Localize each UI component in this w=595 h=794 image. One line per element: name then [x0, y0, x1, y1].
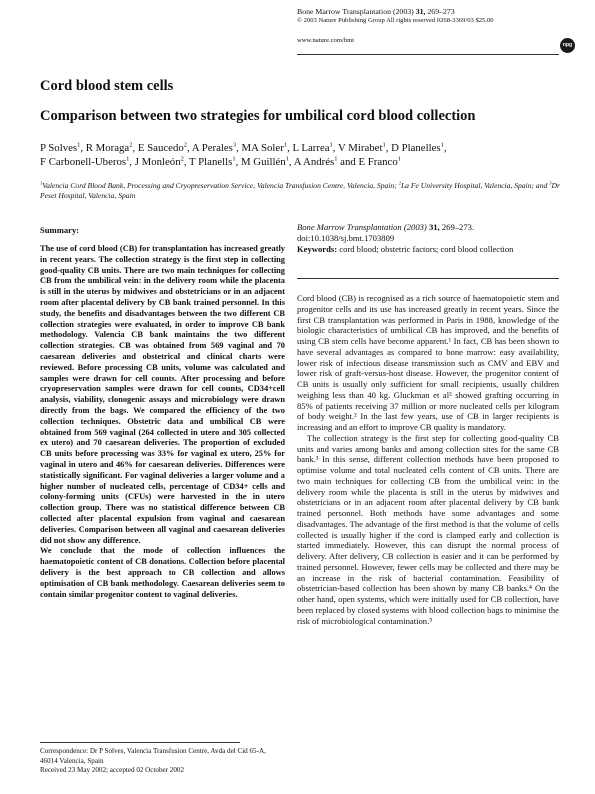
- author: A Perales$^3$,: [191, 141, 242, 154]
- author: E Franco$^1$: [358, 155, 401, 168]
- affiliation: Valencia Cord Blood Bank, Processing and Cryopreservation Service, Valencia Transfusion Centre, Valencia, Spain;: [42, 181, 397, 190]
- author: J Monleón$^2$,: [134, 155, 190, 168]
- column-divider: [297, 278, 559, 279]
- journal-name: Bone Marrow Transplantation (2003): [297, 7, 414, 16]
- author-list: [40, 142, 565, 169]
- citation-journal: Bone Marrow Transplantation (2003): [297, 222, 427, 232]
- keywords-label: Keywords:: [297, 243, 338, 254]
- affiliations: $^1$Valencia Cord Blood Bank, Processing and Cryopreservation Service, Valencia Transfusion Centre, Valencia, Spain; $^2$La Fe University Hospital, Valencia, Spain; and $^3$Dr Peset Hospital, Valencia, Spain: [40, 180, 560, 201]
- section-heading: Cord blood stem cells: [40, 78, 174, 94]
- body-paragraph: Cord blood (CB) is recognised as a rich source of haematopoietic stem and progenitor cells and its use has increased greatly in recent years. Since the first CB transplantation was performed in Paris in 1988, knowledge of the biologic characteristics of umbilical CB has improved, and the benefits of using CB stem cells have become apparent.¹ In fact, CB has been shown to have several advantages as compared to bone marrow: easy availability, lower risk of infectious disease transmission such as CMV and EBV and lower risk of graft-versus-host disease. However, the progenitor content of CB units is usually only sufficient for small recipients, usually children weighing less than 40 kg. Gluckman et al² showed grafting occurring in 85% of patients receiving 37 million or more nucleated cells per kilogram of body weight.² In the last few years, use of CB in larger recipients is increasing and an effort to improve CB quality is mandatory.: [297, 293, 559, 432]
- summary-paragraph: The use of cord blood (CB) for transplantation has increased greatly in recent years. The collection strategy is the first step in collecting good-quality CB units. There are two main techniques for collecting CB from the umbilical vein: in the delivery room while the placenta is still in the uterus by midwives and obstetricians or in an adjacent room after placental delivery by CB bank trained personnel. In this study, the benefits and disadvantages between the two different CB collection strategies were evaluated, in order to improve CB bank methodology. Valencia CB bank maintains the two different collection strategies. CB was obtained from 569 vaginal and 70 caesarean deliveries and obstetrical and clinical charts were reviewed. Before processing CB units, volume was calculated and samples were drawn for cell counts. After processing and before cryopreservation samples were drawn for cell counts, CD34+cell analysis, viability, clonogenic assays and microbiology were drawn directly from the bags. We compared the efficiency of the two collection techniques. Obstetric data and umbilical CB were obtained from 569 vaginal (264 collected in utero and 305 collected ex utero) and 70 caesarean deliveries. The proportion of excluded CB units before processing was 33% for vaginal ex utero, 25% for vaginal in utero and 46% for caesarean deliveries. Differences were statistically significant. For vaginal deliveries a larger volume and a higher number of nucleated cells, percentage of CD34+ cells and colony-forming units (CFUs) were harvested in the in utero collection group. There was no statistical difference between CB collected after placental expulsion from vaginal and caesarean deliveries. Comparison between all vaginal and caesarean deliveries did not show any difference.: [40, 244, 285, 545]
- author: A Andrés$^1$ and: [293, 155, 359, 168]
- author: MA Soler$^1$,: [241, 141, 293, 154]
- summary-text: [40, 244, 285, 600]
- journal-volume: 31,: [415, 7, 426, 16]
- article-title: Comparison between two strategies for umbilical cord blood collection: [40, 108, 476, 124]
- header-divider: [297, 54, 559, 55]
- keywords: cord blood; obstetric factors; cord blood collection: [339, 243, 514, 254]
- author: P Solves$^1$,: [40, 141, 86, 154]
- journal-url[interactable]: www.nature.com/bmt: [297, 37, 355, 44]
- affiliation: Dr Peset Hospital, Valencia, Spain: [40, 181, 560, 201]
- citation-volume: 31,: [428, 222, 440, 232]
- body-text: [297, 293, 559, 626]
- journal-pages: 269–273: [427, 7, 455, 16]
- logo-text: npg: [562, 42, 573, 48]
- journal-line: [297, 7, 559, 16]
- author: L Larrea$^1$,: [292, 141, 338, 154]
- footnote: [40, 747, 285, 776]
- footnote-divider: [40, 742, 240, 743]
- publisher-logo-icon: [560, 38, 575, 53]
- affiliation: La Fe University Hospital, Valencia, Spain; and: [400, 181, 548, 190]
- summary-heading: Summary:: [40, 225, 80, 235]
- citation-block: [297, 222, 559, 254]
- citation-doi[interactable]: doi:10.1038/sj.bmt.1703809: [297, 232, 395, 243]
- author: D Planelles$^1$,: [391, 141, 447, 154]
- journal-header: [297, 7, 559, 45]
- author: R Moraga$^2$,: [85, 141, 138, 154]
- summary-paragraph: We conclude that the mode of collection influences the haematopoietic content of CB donations. Collection before placental delivery is the best approach to CB collection and allows optimisation of CB bank methodology. Caesarean deliveries seem to contain similar progenitor content to vaginal deliveries.: [40, 546, 285, 599]
- copyright-line: © 2003 Nature Publishing Group All rights reserved 0268-3369/03 $25.00: [297, 17, 494, 24]
- author: V Mirabet$^1$,: [337, 141, 392, 154]
- citation-pages: 269–273.: [441, 222, 475, 232]
- correspondence: Correspondence: Dr P Solves, Valencia Transfusion Centre, Avda del Cid 65-A, 46014 Valencia, Spain: [40, 747, 266, 765]
- author: T Planells$^1$,: [189, 155, 241, 168]
- author: E Saucedo$^2$,: [137, 141, 192, 154]
- author: F Carbonell-Uberos$^1$,: [40, 155, 135, 168]
- body-paragraph: The collection strategy is the first step for collecting good-quality CB units and varies among banks and among collection sites for the same CB bank.³ In this sense, different collection methods have been proposed to optimise volume and total nucleated cells content of CB units. There are two main techniques for collecting CB from the umbilical vein: in the delivery room while the placenta is still in the uterus by midwives and obstetricians or in an adjacent room after placental delivery by CB bank trained personnel. Both methods have some advantages and some disadvantages. The advantage of the first method is that the volume of cells collected is usually higher if the cord is clamped early and collection is started immediately. However, this can disrupt the normal process of delivery. After delivery, CB collection is easier and it can be performed by trained personnel. However, fewer cells may be collected and there may be an increase in the risk of bacterial contamination. Feasibility of obstetrician-based collection has been shown by many CB banks.⁴ On the other hand, open systems, which were initially used for CB collection, have been replaced by closed systems with blood collection bags to minimise the risk of microbiological contamination.⁵: [297, 432, 559, 626]
- author: M Guillén$^1$,: [240, 155, 294, 168]
- received-dates: Received 23 May 2002; accepted 02 October 2002: [40, 766, 184, 775]
